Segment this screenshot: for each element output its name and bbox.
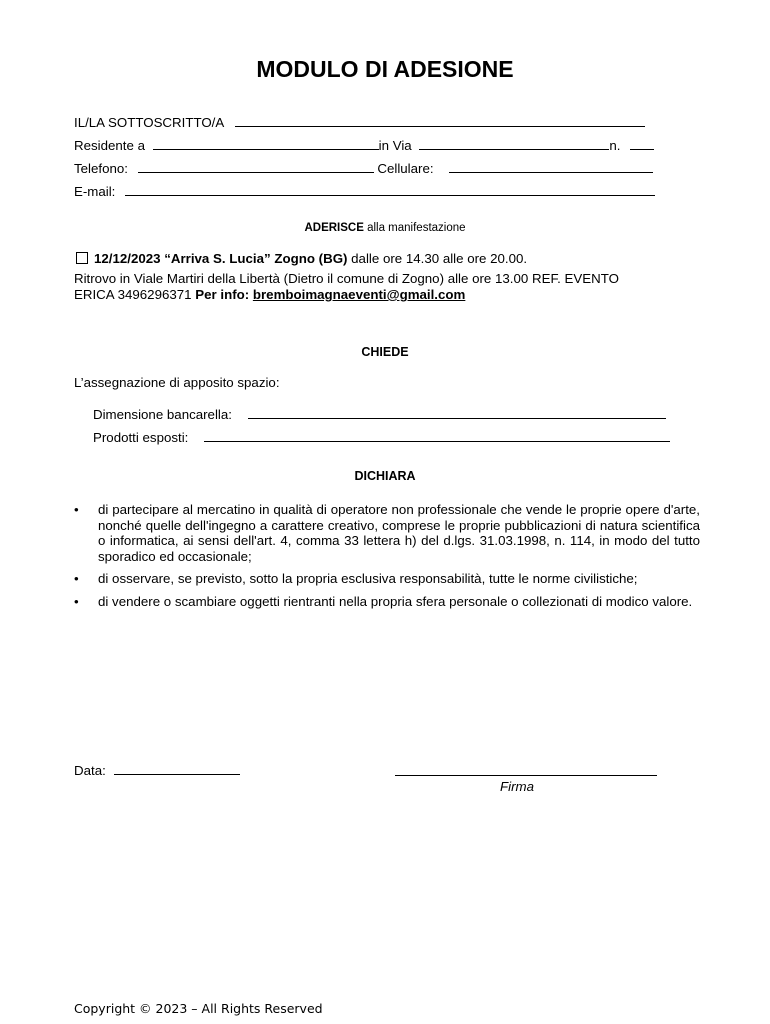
copyright-footer: Copyright © 2023 – All Rights Reserved (74, 1001, 323, 1016)
bullet-icon: • (74, 593, 79, 609)
sottoscritto-label: IL/LA SOTTOSCRITTO/A (74, 115, 224, 130)
prodotti-row (93, 429, 670, 446)
prodotti-label: Prodotti esposti: (93, 430, 189, 445)
email-label: E-mail: (74, 184, 116, 199)
prodotti-field[interactable] (204, 429, 670, 442)
chiede-intro: L’assegnazione di apposito spazio: (74, 375, 280, 390)
dimensione-field[interactable] (248, 406, 666, 419)
data-row (74, 762, 240, 779)
cellulare-field[interactable] (449, 160, 653, 173)
bullet-icon: • (74, 571, 79, 586)
meeting-line1: Ritrovo in Viale Martiri della Libertà (Dietro il comune di Zogno) alle ore 13.00 REF. EVENTO (74, 271, 619, 286)
dimensione-label: Dimensione bancarella: (93, 407, 232, 422)
event-time: dalle ore 14.30 alle ore 20.00. (347, 251, 528, 266)
dimensione-row (93, 406, 666, 423)
sottoscritto-row (74, 114, 645, 131)
aderisce-rest: alla manifestazione (363, 222, 466, 234)
list-item-text: di vendere o scambiare oggetti rientranti nella propria sfera personale o collezionati di modico valore. (98, 593, 693, 609)
data-label: Data: (74, 763, 106, 778)
list-item (74, 594, 700, 610)
list-item (74, 571, 700, 587)
meeting-line2: ERICA 3496296371 (74, 287, 196, 302)
info-label: Per info: (195, 287, 253, 302)
residente-label: Residente a (74, 138, 145, 153)
aderisce-bold: ADERISCE (304, 222, 364, 234)
email-field[interactable] (125, 183, 655, 196)
list-item-text: di partecipare al mercatino in qualità di operatore non professionale che vende le proprie opere d'arte, nonché quelle dell'ingegno a carattere creativo, comprese le proprie pubblicazioni di natura scientifica o informatica, ai sensi dell'art. 4, comma 33 lettera h) del d.lgs. 31.03.1998, n. 114, in modo del tutto sporadico ed occasionale; (98, 502, 700, 564)
telefono-field[interactable] (138, 160, 374, 173)
telefono-label: Telefono: (74, 161, 128, 176)
residente-row (74, 137, 654, 154)
square-checkbox-icon[interactable] (76, 252, 88, 264)
dichiara-heading: DICHIARA (354, 469, 416, 483)
via-label: in Via (378, 138, 412, 153)
event-line (76, 251, 527, 267)
page-title: MODULO DI ADESIONE (256, 56, 514, 82)
signature-field[interactable] (395, 762, 657, 776)
numero-field[interactable] (630, 137, 654, 150)
cellulare-label: Cellulare: (377, 161, 434, 176)
sottoscritto-field[interactable] (235, 114, 645, 127)
event-date-title: 12/12/2023 “Arriva S. Lucia” Zogno (BG) (94, 251, 348, 266)
info-email-link[interactable]: bremboimagnaeventi@gmail.com (252, 287, 466, 302)
chiede-heading: CHIEDE (361, 345, 409, 359)
event-meeting (74, 271, 714, 303)
via-field[interactable] (419, 137, 609, 150)
telefono-row (74, 160, 653, 177)
list-item-text: di osservare, se previsto, sotto la propria esclusiva responsabilità, tutte le norme civilistiche; (98, 571, 638, 586)
data-field[interactable] (114, 762, 240, 775)
residente-field[interactable] (153, 137, 379, 150)
email-row (74, 183, 655, 200)
aderisce-line (0, 220, 770, 236)
dichiara-list (74, 502, 700, 616)
numero-label: n. (609, 138, 621, 153)
bullet-icon: • (74, 502, 79, 517)
list-item (74, 502, 700, 564)
firma-label: Firma (500, 779, 534, 794)
